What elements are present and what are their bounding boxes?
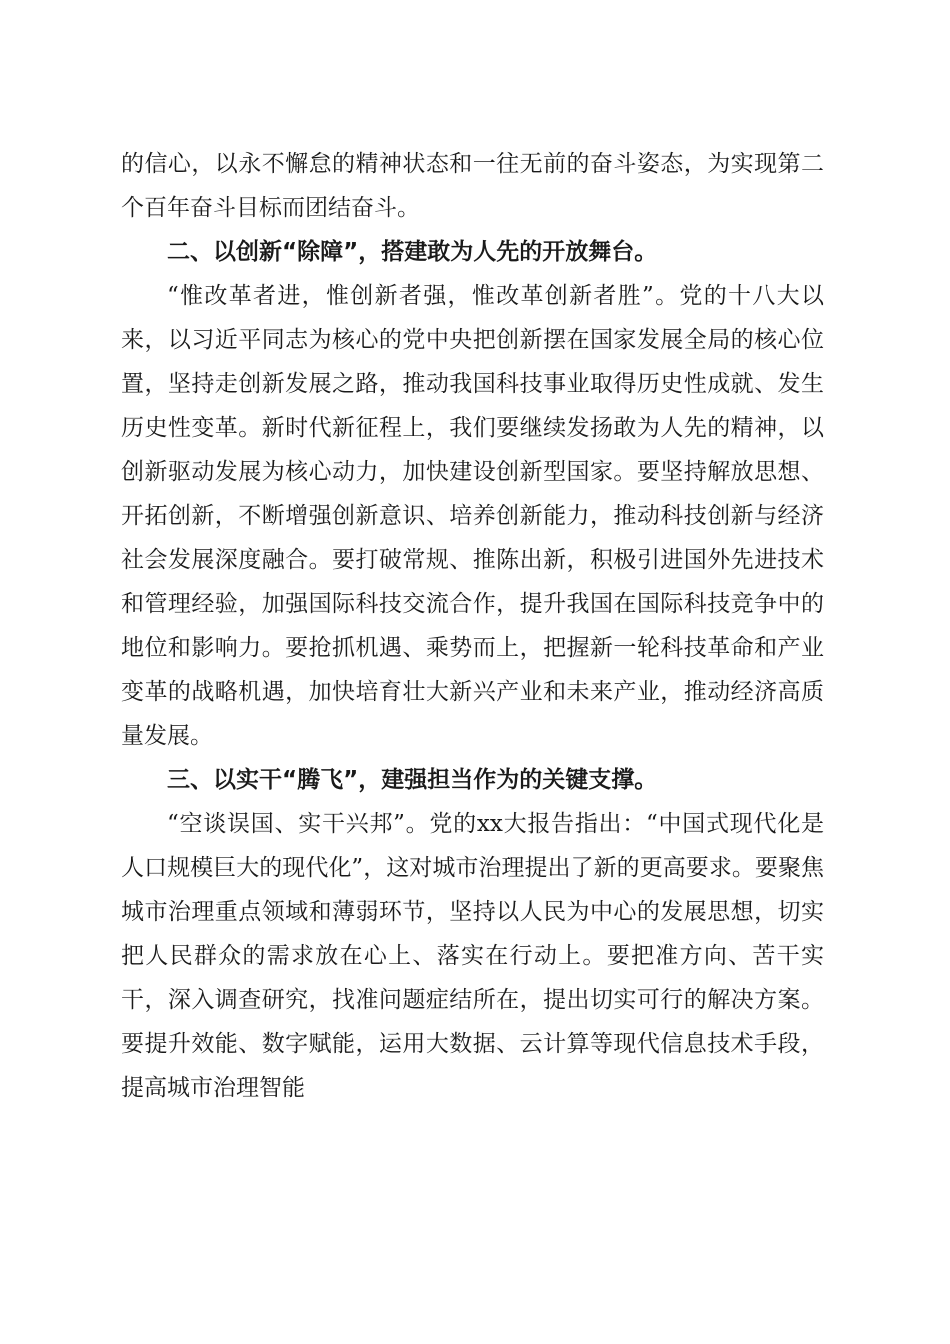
- document-body: [121, 142, 824, 1110]
- section-heading-3: 三、以实干“腾飞”，建强担当作为的关键支撑。: [167, 767, 658, 793]
- paragraph-action: “空谈误国、实干兴邦”。党的xx大报告指出：“中国式现代化是人口规模巨大的现代化”，这对城市治理提出了新的更高要求。要聚焦城市治理重点领域和薄弱环节，坚持以人民为中心的发展思想，切实把人民群众的需求放在心上、落实在行动上。要把准方向、苦干实干，深入调查研究，找准问题症结所在，提出切实可行的解决方案。要提升效能、数字赋能，运用大数据、云计算等现代信息技术手段，提高城市治理智能: [121, 811, 824, 1101]
- section-heading-2: 二、以创新“除障”，搭建敢为人先的开放舞台。: [167, 239, 658, 265]
- paragraph-innovation: “惟改革者进，惟创新者强，惟改革创新者胜”。党的十八大以来，以习近平同志为核心的党中央把创新摆在国家发展全局的核心位置，坚持走创新发展之路，推动我国科技事业取得历史性成就、发生历史性变革。新时代新征程上，我们要继续发扬敢为人先的精神，以创新驱动发展为核心动力，加快建设创新型国家。要坚持解放思想、开拓创新，不断增强创新意识、培养创新能力，推动科技创新与经济社会发展深度融合。要打破常规、推陈出新，积极引进国外先进技术和管理经验，加强国际科技交流合作，提升我国在国际科技竞争中的地位和影响力。要抢抓机遇、乘势而上，把握新一轮科技革命和产业变革的战略机遇，加快培育壮大新兴产业和未来产业，推动经济高质量发展。: [121, 283, 824, 749]
- paragraph-continuation: 的信心，以永不懈怠的精神状态和一往无前的奋斗姿态，为实现第二个百年奋斗目标而团结奋斗。: [121, 151, 824, 221]
